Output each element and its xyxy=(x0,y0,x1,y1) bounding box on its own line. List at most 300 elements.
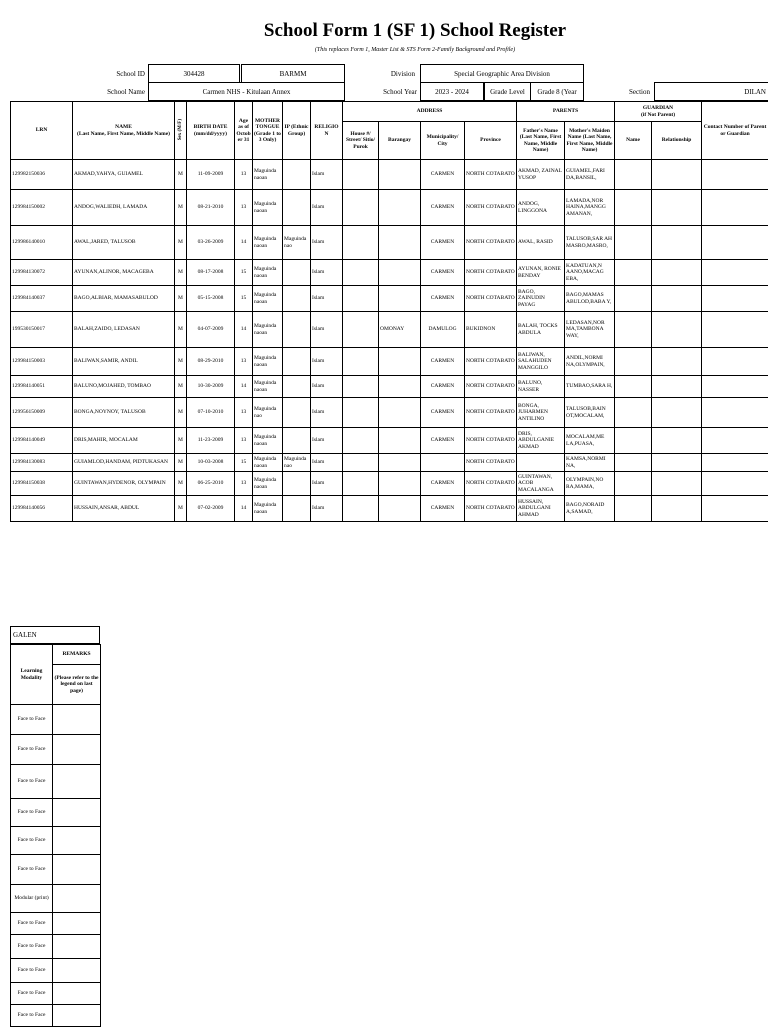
age-cell: 14 xyxy=(235,496,253,522)
barangay-cell xyxy=(379,376,421,398)
age-cell: 14 xyxy=(235,376,253,398)
school-id-field: 304428 xyxy=(148,64,240,83)
father-name-cell: AWAL, RASID xyxy=(517,226,565,260)
birth-date-cell: 08-21-2010 xyxy=(187,190,235,226)
guardian-relationship-cell xyxy=(652,260,702,286)
header-birth-date: BIRTH DATE (mm/dd/yyyy) xyxy=(187,102,235,160)
ip-cell xyxy=(283,160,311,190)
guardian-name-cell xyxy=(615,376,652,398)
mother-name-cell: LEDASAN,NOR MA,TAMBONA WAY, xyxy=(565,312,615,348)
sex-cell: M xyxy=(175,428,187,454)
province-cell: NORTH COTABATO xyxy=(465,428,517,454)
table-row xyxy=(11,959,101,983)
lrn-cell: 129984150003 xyxy=(11,348,73,376)
birth-date-cell: 04-07-2009 xyxy=(187,312,235,348)
religion-cell: Islam xyxy=(311,376,343,398)
table-row xyxy=(11,885,101,913)
sex-cell: M xyxy=(175,454,187,472)
header-name xyxy=(73,102,175,160)
section-overflow-field: GALEN xyxy=(10,626,100,644)
father-name-cell: BALAH, TOCKS ABDULA xyxy=(517,312,565,348)
table-row xyxy=(11,496,768,522)
header-lrn: LRN xyxy=(11,102,73,160)
contact-cell xyxy=(702,454,768,472)
contact-cell xyxy=(702,260,768,286)
ip-cell xyxy=(283,348,311,376)
barangay-cell xyxy=(379,160,421,190)
sex-cell: M xyxy=(175,312,187,348)
barangay-cell xyxy=(379,260,421,286)
birth-date-cell: 08-29-2010 xyxy=(187,348,235,376)
contact-cell xyxy=(702,398,768,428)
learning-modality-cell: Face to Face xyxy=(11,827,53,855)
birth-date-cell: 11-09-2009 xyxy=(187,160,235,190)
learning-modality-cell: Face to Face xyxy=(11,765,53,799)
guardian-relationship-cell xyxy=(652,398,702,428)
contact-cell xyxy=(702,286,768,312)
header-contact: Contact Number of Parent or Guardian xyxy=(702,102,768,160)
name-cell: AWAL,JARED, TALUSOB xyxy=(73,226,175,260)
municipality-cell: CARMEN xyxy=(421,190,465,226)
lrn-cell: 129982150036 xyxy=(11,160,73,190)
remarks-cell xyxy=(53,855,101,885)
header-sex-text: Sex (M/F) xyxy=(178,119,184,140)
name-cell: HUSSAIN,ANSAR, ABDUL xyxy=(73,496,175,522)
religion-cell: Islam xyxy=(311,190,343,226)
province-cell: NORTH COTABATO xyxy=(465,472,517,496)
age-cell: 14 xyxy=(235,226,253,260)
guardian-name-cell xyxy=(615,472,652,496)
header-mother: Mother's Maiden Name (Last Name, First Name, Middle Name) xyxy=(565,122,615,160)
lrn-cell: 129986140010 xyxy=(11,226,73,260)
birth-date-cell: 10-30-2009 xyxy=(187,376,235,398)
name-cell: DRIS,MAHIR, MOCALAM xyxy=(73,428,175,454)
table-row xyxy=(11,348,768,376)
municipality-cell: CARMEN xyxy=(421,376,465,398)
mother-tongue-cell: Maguinda naoan xyxy=(253,190,283,226)
lrn-cell: 129984150038 xyxy=(11,472,73,496)
mother-tongue-cell: Maguinda naoan xyxy=(253,286,283,312)
header-guardian-name: Name xyxy=(615,122,652,160)
header-barangay: Barangay xyxy=(379,122,421,160)
lrn-cell: 129984140051 xyxy=(11,376,73,398)
table-row xyxy=(11,827,101,855)
lrn-cell: 129984130083 xyxy=(11,454,73,472)
table-row xyxy=(11,913,101,935)
province-cell: NORTH COTABATO xyxy=(465,376,517,398)
lrn-cell: 129984140056 xyxy=(11,496,73,522)
house-cell xyxy=(343,472,379,496)
religion-cell: Islam xyxy=(311,160,343,190)
age-cell: 15 xyxy=(235,286,253,312)
house-cell xyxy=(343,190,379,226)
guardian-relationship-cell xyxy=(652,348,702,376)
contact-cell xyxy=(702,376,768,398)
school-name-label: School Name xyxy=(80,88,145,96)
table-row xyxy=(11,735,101,765)
region-field: BARMM xyxy=(241,64,345,83)
birth-date-cell: 05-15-2008 xyxy=(187,286,235,312)
father-name-cell: DRIS, ABDULGANIE AKMAD xyxy=(517,428,565,454)
header-sex xyxy=(175,102,187,160)
remarks-cell xyxy=(53,935,101,959)
guardian-name-cell xyxy=(615,226,652,260)
mother-tongue-cell: Maguinda naoan xyxy=(253,472,283,496)
sex-cell: M xyxy=(175,190,187,226)
municipality-cell: CARMEN xyxy=(421,160,465,190)
name-cell: ANDOG,WALIEDH, LAMADA xyxy=(73,190,175,226)
header-address: ADDRESS xyxy=(343,102,517,122)
municipality-cell: CARMEN xyxy=(421,260,465,286)
guardian-relationship-cell xyxy=(652,454,702,472)
municipality-cell: CARMEN xyxy=(421,226,465,260)
guardian-name-cell xyxy=(615,398,652,428)
father-name-cell xyxy=(517,454,565,472)
father-name-cell: AYUNAN, RONIE BENDAY xyxy=(517,260,565,286)
municipality-cell xyxy=(421,454,465,472)
name-cell: GUINTAWAN,HYDENOR, OLYMPAIN xyxy=(73,472,175,496)
municipality-cell: CARMEN xyxy=(421,496,465,522)
sex-cell: M xyxy=(175,260,187,286)
ip-cell xyxy=(283,472,311,496)
age-cell: 15 xyxy=(235,454,253,472)
header-guardian-relationship: Relationship xyxy=(652,122,702,160)
contact-cell xyxy=(702,428,768,454)
header-mother-tongue: MOTHER TONGUE (Grade 1 to 3 Only) xyxy=(253,102,283,160)
name-cell: BONGA,NOYNOY, TALUSOB xyxy=(73,398,175,428)
lrn-cell: 129984150002 xyxy=(11,190,73,226)
guardian-relationship-cell xyxy=(652,160,702,190)
section-label: Section xyxy=(605,88,650,96)
form-subtitle: (This replaces Form 1, Master List & STS Form 2-Family Background and Profile) xyxy=(0,47,768,53)
birth-date-cell: 08-17-2008 xyxy=(187,260,235,286)
remarks-cell xyxy=(53,913,101,935)
barangay-cell xyxy=(379,286,421,312)
mother-tongue-cell: Maguinda naoan xyxy=(253,376,283,398)
table-row xyxy=(11,312,768,348)
mother-tongue-cell: Maguinda naoan xyxy=(253,348,283,376)
header-parents: PARENTS xyxy=(517,102,615,122)
remarks-cell xyxy=(53,1005,101,1027)
religion-cell: Islam xyxy=(311,286,343,312)
legend-note: (Please refer to the legend on last page) xyxy=(53,665,101,705)
guardian-name-cell xyxy=(615,286,652,312)
province-cell: NORTH COTABATO xyxy=(465,160,517,190)
house-cell xyxy=(343,454,379,472)
age-cell: 13 xyxy=(235,190,253,226)
learning-modality-cell: Face to Face xyxy=(11,705,53,735)
father-name-cell: BALUNO, NASSER xyxy=(517,376,565,398)
table-row xyxy=(11,190,768,226)
table-row xyxy=(11,799,101,827)
remarks-cell xyxy=(53,765,101,799)
name-cell: AYUNAN,ALINOR, MACAGEBA xyxy=(73,260,175,286)
father-name-cell: ANDOG, LINGGONA xyxy=(517,190,565,226)
table-row xyxy=(11,226,768,260)
header-guardian xyxy=(615,102,702,122)
mother-tongue-cell: Maguinda naoan xyxy=(253,496,283,522)
school-id-label: School ID xyxy=(80,70,145,78)
learning-modality-cell: Face to Face xyxy=(11,799,53,827)
mother-tongue-cell: Maguinda naoan xyxy=(253,454,283,472)
age-cell: 14 xyxy=(235,312,253,348)
religion-cell: Islam xyxy=(311,454,343,472)
name-cell: BALUNO,MOJAHED, TOMBAO xyxy=(73,376,175,398)
name-cell: BALAH,ZAIDO, LEDASAN xyxy=(73,312,175,348)
table-row xyxy=(11,454,768,472)
mother-name-cell: LAMADA,NOR HAINA,MANGG AMANAN, xyxy=(565,190,615,226)
ip-cell xyxy=(283,398,311,428)
contact-cell xyxy=(702,472,768,496)
header-age: Age as of Octob er 31 xyxy=(235,102,253,160)
remarks-table xyxy=(10,644,101,1027)
header-ip: IP (Ethnic Group) xyxy=(283,102,311,160)
house-cell xyxy=(343,160,379,190)
lrn-cell: 129984140049 xyxy=(11,428,73,454)
form-title: School Form 1 (SF 1) School Register xyxy=(0,20,768,42)
age-cell: 13 xyxy=(235,160,253,190)
guardian-name-cell xyxy=(615,496,652,522)
province-cell: NORTH COTABATO xyxy=(465,286,517,312)
ip-cell xyxy=(283,260,311,286)
learning-modality-cell: Face to Face xyxy=(11,855,53,885)
header-father: Father's Name (Last Name, First Name, Middle Name) xyxy=(517,122,565,160)
contact-cell xyxy=(702,348,768,376)
ip-cell xyxy=(283,286,311,312)
province-cell: NORTH COTABATO xyxy=(465,398,517,428)
division-label: Division xyxy=(360,70,415,78)
mother-name-cell: BAGO,MAMAS ABULOD,BABA Y, xyxy=(565,286,615,312)
name-cell: AKMAD,YAHYA, GUIAMEL xyxy=(73,160,175,190)
lrn-cell: 129984140037 xyxy=(11,286,73,312)
sex-cell: M xyxy=(175,376,187,398)
province-cell: NORTH COTABATO xyxy=(465,496,517,522)
header-name-sub: (Last Name, First Name, Middle Name) xyxy=(77,131,170,137)
municipality-cell: CARMEN xyxy=(421,472,465,496)
house-cell xyxy=(343,428,379,454)
religion-cell: Islam xyxy=(311,226,343,260)
father-name-cell: BAGO, ZAINUDIN PAYAG xyxy=(517,286,565,312)
barangay-cell xyxy=(379,190,421,226)
birth-date-cell: 07-10-2010 xyxy=(187,398,235,428)
school-name-field: Carmen NHS - Kitulaan Annex xyxy=(148,82,345,101)
school-year-field: 2023 - 2024 xyxy=(420,82,484,101)
province-cell: NORTH COTABATO xyxy=(465,190,517,226)
learning-modality-cell: Face to Face xyxy=(11,935,53,959)
mother-tongue-cell: Maguinda naoan xyxy=(253,160,283,190)
religion-cell: Islam xyxy=(311,312,343,348)
religion-cell: Islam xyxy=(311,496,343,522)
ip-cell: Maguinda nao xyxy=(283,226,311,260)
name-cell: GUIAMLOD,HANDAM, PIDTUKASAN xyxy=(73,454,175,472)
learning-modality-header: Learning Modality xyxy=(11,645,53,705)
name-cell: BALIWAN,SAMIR, ANDIL xyxy=(73,348,175,376)
house-cell xyxy=(343,376,379,398)
learning-modality-cell: Modular (print) xyxy=(11,885,53,913)
guardian-relationship-cell xyxy=(652,286,702,312)
barangay-cell xyxy=(379,348,421,376)
header-guardian-main: GUARDIAN xyxy=(643,105,673,111)
province-cell: NORTH COTABATO xyxy=(465,348,517,376)
house-cell xyxy=(343,348,379,376)
ip-cell xyxy=(283,496,311,522)
guardian-name-cell xyxy=(615,454,652,472)
contact-cell xyxy=(702,160,768,190)
learning-modality-cell: Face to Face xyxy=(11,735,53,765)
guardian-relationship-cell xyxy=(652,376,702,398)
house-cell xyxy=(343,226,379,260)
guardian-relationship-cell xyxy=(652,312,702,348)
ip-cell xyxy=(283,312,311,348)
father-name-cell: BONGA, JUHARMEN ANTILINO xyxy=(517,398,565,428)
remarks-cell xyxy=(53,983,101,1005)
religion-cell: Islam xyxy=(311,260,343,286)
learning-modality-cell: Face to Face xyxy=(11,983,53,1005)
sex-cell: M xyxy=(175,160,187,190)
municipality-cell: CARMEN xyxy=(421,398,465,428)
grade-level-field: Grade 8 (Year xyxy=(530,82,584,101)
province-cell: NORTH COTABATO xyxy=(465,226,517,260)
mother-name-cell: BAGO,NORAID A,SAMAD, xyxy=(565,496,615,522)
guardian-relationship-cell xyxy=(652,472,702,496)
mother-name-cell: ANDIL,NORMI NA,OLYMPAIN, xyxy=(565,348,615,376)
header-name-main: NAME xyxy=(115,124,132,130)
mother-name-cell: GUIAMEL,FARI DA,BANSIL, xyxy=(565,160,615,190)
birth-date-cell: 10-03-2008 xyxy=(187,454,235,472)
age-cell: 15 xyxy=(235,260,253,286)
mother-tongue-cell: Maguinda naoan xyxy=(253,428,283,454)
guardian-relationship-cell xyxy=(652,496,702,522)
header-house: House #/ Street/ Sitio/ Purok xyxy=(343,122,379,160)
ip-cell: Maguinda nao xyxy=(283,454,311,472)
province-cell: NORTH COTABATO xyxy=(465,454,517,472)
register-table xyxy=(10,101,768,522)
table-row xyxy=(11,376,768,398)
name-cell: BAGO,ALBIAR, MAMASABULOD xyxy=(73,286,175,312)
learning-modality-cell: Face to Face xyxy=(11,959,53,983)
mother-name-cell: KADATUAN,N AANO,MACAG EBA, xyxy=(565,260,615,286)
mother-name-cell: TALUSOB,SAR AH MASRO,MASRO, xyxy=(565,226,615,260)
table-row xyxy=(11,705,101,735)
barangay-cell: OMONAY xyxy=(379,312,421,348)
guardian-relationship-cell xyxy=(652,190,702,226)
mother-tongue-cell: Maguinda naoan xyxy=(253,260,283,286)
barangay-cell xyxy=(379,398,421,428)
sex-cell: M xyxy=(175,398,187,428)
mother-name-cell: TALUSOB,BAIN OT,MOCALAM, xyxy=(565,398,615,428)
guardian-name-cell xyxy=(615,260,652,286)
remarks-header: REMARKS xyxy=(53,645,101,665)
table-row xyxy=(11,855,101,885)
province-cell: NORTH COTABATO xyxy=(465,260,517,286)
barangay-cell xyxy=(379,472,421,496)
guardian-name-cell xyxy=(615,312,652,348)
ip-cell xyxy=(283,376,311,398)
guardian-relationship-cell xyxy=(652,428,702,454)
remarks-cell xyxy=(53,799,101,827)
ip-cell xyxy=(283,190,311,226)
sex-cell: M xyxy=(175,496,187,522)
table-row xyxy=(11,472,768,496)
remarks-cell xyxy=(53,827,101,855)
age-cell: 13 xyxy=(235,398,253,428)
father-name-cell: AKMAD, ZAINAL YUSOP xyxy=(517,160,565,190)
religion-cell: Islam xyxy=(311,348,343,376)
religion-cell: Islam xyxy=(311,472,343,496)
age-cell: 13 xyxy=(235,428,253,454)
religion-cell: Islam xyxy=(311,398,343,428)
father-name-cell: GUINTAWAN, ACOB MACALANGA xyxy=(517,472,565,496)
guardian-name-cell xyxy=(615,190,652,226)
section-field: DILAN xyxy=(654,82,768,101)
table-row xyxy=(11,983,101,1005)
guardian-name-cell xyxy=(615,160,652,190)
header-municipality: Municipality/ City xyxy=(421,122,465,160)
mother-tongue-cell: Maguinda nao xyxy=(253,398,283,428)
municipality-cell: CARMEN xyxy=(421,428,465,454)
barangay-cell xyxy=(379,454,421,472)
age-cell: 13 xyxy=(235,348,253,376)
mother-tongue-cell: Maguinda naoan xyxy=(253,226,283,260)
birth-date-cell: 03-26-2009 xyxy=(187,226,235,260)
table-row xyxy=(11,260,768,286)
father-name-cell: HUSSAIN, ABDULGANI AHMAD xyxy=(517,496,565,522)
mother-name-cell: TUMBAO,SARA H, xyxy=(565,376,615,398)
municipality-cell: CARMEN xyxy=(421,348,465,376)
school-year-label: School Year xyxy=(350,88,417,96)
guardian-relationship-cell xyxy=(652,226,702,260)
sex-cell: M xyxy=(175,472,187,496)
table-row xyxy=(11,935,101,959)
mother-name-cell: MOCALAM,ME LA,PUASA, xyxy=(565,428,615,454)
house-cell xyxy=(343,312,379,348)
barangay-cell xyxy=(379,428,421,454)
province-cell: BUKIDNON xyxy=(465,312,517,348)
mother-name-cell: KAMSA,NORMI NA, xyxy=(565,454,615,472)
municipality-cell: DAMULOG xyxy=(421,312,465,348)
table-row xyxy=(11,286,768,312)
remarks-cell xyxy=(53,885,101,913)
guardian-name-cell xyxy=(615,428,652,454)
contact-cell xyxy=(702,496,768,522)
contact-cell xyxy=(702,312,768,348)
birth-date-cell: 11-23-2009 xyxy=(187,428,235,454)
table-row xyxy=(11,428,768,454)
birth-date-cell: 07-02-2009 xyxy=(187,496,235,522)
mother-tongue-cell: Maguinda naoan xyxy=(253,312,283,348)
sex-cell: M xyxy=(175,226,187,260)
remarks-cell xyxy=(53,735,101,765)
grade-level-label: Grade Level xyxy=(484,82,530,101)
municipality-cell: CARMEN xyxy=(421,286,465,312)
sex-cell: M xyxy=(175,286,187,312)
sex-cell: M xyxy=(175,348,187,376)
ip-cell xyxy=(283,428,311,454)
house-cell xyxy=(343,398,379,428)
learning-modality-cell: Face to Face xyxy=(11,913,53,935)
lrn-cell: 129984130072 xyxy=(11,260,73,286)
learning-modality-cell: Face to Face xyxy=(11,1005,53,1027)
father-name-cell: BALIWAN, SALAHUDEN MANGGILO xyxy=(517,348,565,376)
remarks-cell xyxy=(53,705,101,735)
header-guardian-sub: (if Not Parent) xyxy=(641,112,675,118)
table-row xyxy=(11,160,768,190)
table-row xyxy=(11,398,768,428)
age-cell: 13 xyxy=(235,472,253,496)
religion-cell: Islam xyxy=(311,428,343,454)
birth-date-cell: 06-25-2010 xyxy=(187,472,235,496)
division-field: Special Geographic Area Division xyxy=(420,64,584,83)
